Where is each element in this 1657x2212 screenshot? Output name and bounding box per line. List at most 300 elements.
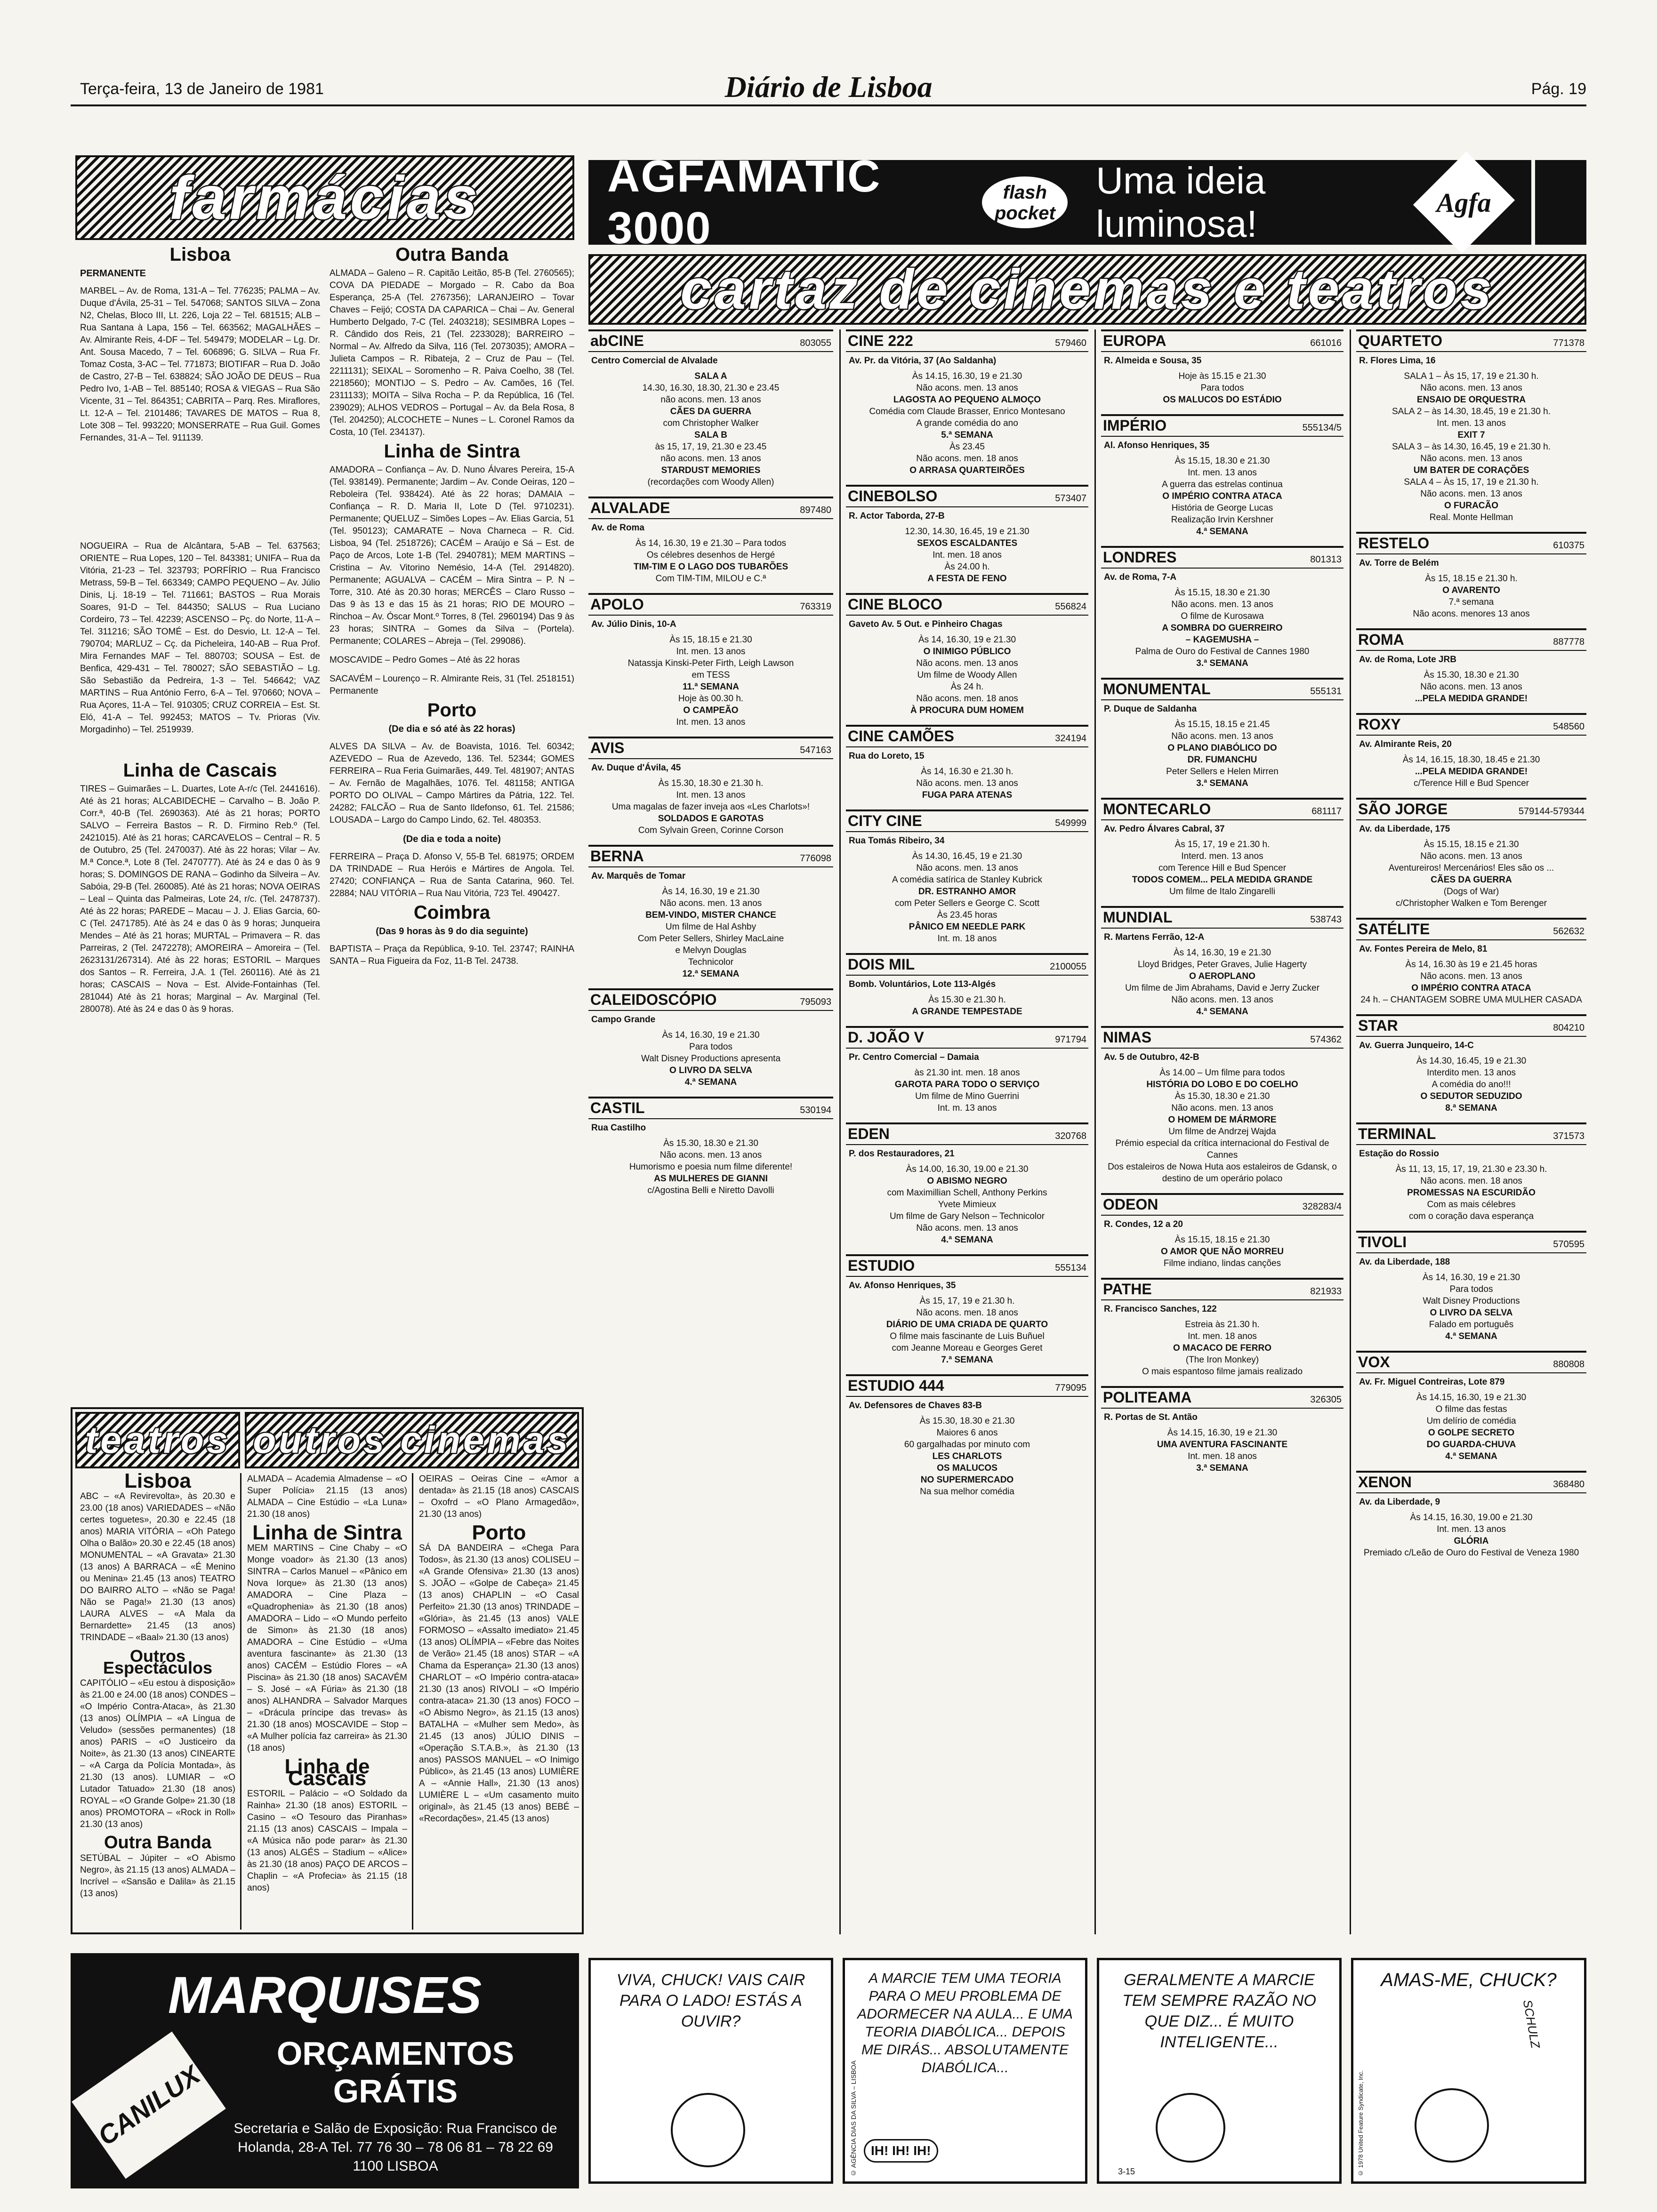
cinema-address: R. Portas de St. Antão (1104, 1412, 1198, 1422)
cinema-name: TIVOLI (1358, 1234, 1407, 1250)
cinema-listing (846, 725, 1088, 806)
showtime-line: Com as mais célebres (1427, 1200, 1516, 1210)
cinema-header (588, 498, 833, 519)
cinema-name: EDEN (848, 1125, 890, 1142)
showtime-line: Premiado c/Leão de Ouro do Festival de Veneza 1980 (1363, 1548, 1579, 1558)
cinema-phone: 795093 (800, 997, 831, 1007)
showtime-line: (recordações com Woody Allen) (647, 477, 774, 487)
showtime-line: – KAGEMUSHA – (1185, 635, 1259, 645)
agfa-product-name: AGFAMATIC 3000 (607, 151, 881, 253)
cinema-phone: 803055 (800, 338, 831, 348)
showtime-line: Não acons. men. 13 anos (916, 658, 1018, 668)
cinema-header (1356, 331, 1586, 352)
cinema-name: SÃO JORGE (1358, 801, 1448, 817)
coimbra-heading: Coimbra (413, 902, 491, 923)
cinema-details (1356, 1253, 1586, 1347)
cinema-header (846, 811, 1088, 832)
cinema-header (1101, 680, 1343, 700)
cinema-listing (1101, 1193, 1343, 1274)
cinema-details (588, 352, 833, 493)
showtime-line: Peter Sellers e Helen Mirren (1166, 767, 1279, 777)
cinema-address: Gaveto Av. 5 Out. e Pinheiro Chagas (849, 619, 1003, 629)
cinema-header (588, 595, 833, 616)
cinema-phone: 771378 (1553, 338, 1585, 348)
cinema-name: ESTUDIO (848, 1257, 915, 1274)
showtime-line: EXIT 7 (1457, 430, 1485, 440)
cinema-phone: 681117 (1311, 806, 1342, 817)
cinema-phone: 555134 (1055, 1263, 1086, 1273)
showtime-line: DIÁRIO DE UMA CRIADA DE QUARTO (886, 1320, 1048, 1330)
cinema-address: Av. da Liberdade, 9 (1359, 1497, 1440, 1507)
cinema-column-1 (588, 329, 833, 1934)
cinema-address: Av. de Roma, 7-A (1104, 572, 1177, 582)
cinema-address: R. Actor Taborda, 27-B (849, 511, 945, 521)
showtime-line: 14.30, 16.30, 18.30, 21.30 e 23.45 (642, 383, 780, 393)
showtime-line: com Christopher Walker (663, 418, 759, 428)
showtime-line: NO SUPERMERCADO (920, 1475, 1014, 1485)
cinema-header (1356, 1233, 1586, 1253)
cinema-details (846, 1277, 1088, 1370)
showtime-line: Não acons. men. 13 anos (916, 863, 1018, 873)
cinema-name: PATHE (1103, 1281, 1152, 1298)
teatros-banner: teatros (75, 1412, 240, 1468)
cinema-details (1101, 929, 1343, 1022)
showtime-line: Às 15, 18.15 e 21.30 (669, 635, 752, 645)
cinema-phone: 548560 (1553, 721, 1585, 732)
showtime-line: O INIMIGO PÚBLICO (923, 647, 1011, 657)
cinema-listing (1101, 329, 1343, 410)
cinema-listing (1101, 1278, 1343, 1382)
showtime-line: Humorismo e poesia num filme diferente! (629, 1162, 793, 1172)
cinema-details (588, 759, 833, 841)
showtime-line: Natassja Kinski-Peter Firth, Leigh Lawson (627, 658, 794, 668)
cinema-address: Bomb. Voluntários, Lote 113-Algés (849, 979, 996, 989)
showtime-line: Int. men. 13 anos (676, 647, 746, 657)
showtime-line: Para todos (1200, 383, 1244, 393)
showtime-line: BEM-VINDO, MISTER CHANCE (645, 910, 776, 920)
showtime-line: Às 15.15, 18.30 e 21.30 (1174, 588, 1270, 598)
showtime-line: Interdito men. 13 anos (1426, 1068, 1516, 1078)
lisboa-list-2: NOGUEIRA – Rua de Alcântara, 5-AB – Tel. 637563; ORIENTE – Rua Lopes, 120 – Tel. 843381; UNIFA – Rua da Vitória, 21-23 – Tel. 323793; PORFÍRIO – Rua Francisco Metrass, 59-B – Tel. 663349; CAMPO PEQUENO – Av. Júlio Dinis, Lj. 18-19 – Tel. 711661; BASTOS – Rua Morais Soares, 91-D – Tel. 844350; SALUS – Rua Luciano Cordeiro, 73 – Tel. 42239; ASCENSO – Pç. do Norte, 11-A – Tel. 311216; SÃO TOMÉ – Est. do Desvio, Lt. 12-A – Tel. 790704; MARLUZ – Cç. da Picheleira, 140-AB – Rua Prof. Mira Fernandes MAF – Tel. 880703; SOUSA – Est. de Benfica, 429-431 – Tel. 780027; SÃO SEBASTIÃO – Lg. São Sebastião da Pedreira, 1-3 – Tel. 546642; VAZ MARTINS – Rua António Ferro, 6-A – Tel. 970660; NOVA – Rua Açores, 11-A – Tel. 910305; CRUZ CORREIA – Est. St. Eló, 41-A – Tel. 992453; MATOS – Tv. Prioras (Viv. Morgadinho) – Tel. 2519939. (80, 541, 320, 735)
showtime-line: DR. FUMANCHU (1187, 755, 1257, 765)
showtime-line: DO GUARDA-CHUVA (1426, 1440, 1516, 1450)
cinema-details (1356, 940, 1586, 1010)
almada-list: ALMADA – Academia Almadense – «O Super Polícia» 21.15 (13 anos) ALMADA – Cine Estúdio – «La Luna» 21.30 (18 anos) (247, 1474, 407, 1519)
cinema-listing (1356, 918, 1586, 1010)
showtime-line: com Terence Hill e Bud Spencer (1158, 863, 1287, 873)
cinema-phone: 320768 (1055, 1131, 1086, 1141)
showtime-line: Uma magalas de fazer inveja aos «Les Charlots»! (611, 802, 810, 812)
cinema-address: Av. Afonso Henriques, 35 (849, 1281, 956, 1290)
showtime-line: Às 11, 13, 15, 17, 19, 21.30 e 23.30 h. (1395, 1164, 1547, 1174)
showtime-line: Às 23.45 horas (937, 910, 997, 920)
showtime-line: Não acons. men. 13 anos (916, 1223, 1018, 1233)
schulz-signature: SCHULZ (1520, 1998, 1543, 2050)
cinema-phone: 763319 (800, 601, 831, 612)
agfa-slogan: Uma ideia luminosa! (1096, 160, 1266, 245)
outros-sintra-list: MEM MARTINS – Cine Chaby – «O Monge voador» às 21.30 (13 anos) SINTRA – Carlos Manuel – «Pânico em Nova Iorque» às 21.30 (13 anos) AMADORA – Cine Plaza – «Quadrophenia» às 21.30 (18 anos) AMADORA – Lido – «O Mundo perfeito de Simon» às 21.30 (18 anos) AMADORA – Cine Estúdio – «Uma aventura fascinante» às 21.30 (13 anos) CACÉM – Estúdio Flores – «A Piscina» às 21.30 (18 anos) SACAVÉM – S. José – «A Fúria» às 21.30 (18 anos) ALHANDRA – Salvador Marques – «Drácula príncipe das trevas» às 21.30 (18 anos) MOSCAVIDE – Stop – «A Mulher polícia faz carreira» às 21.30 (18 anos) (247, 1543, 407, 1753)
showtime-line: Prémio especial da crítica internacional do Festival de Cannes (1115, 1138, 1329, 1160)
showtime-line: SALA 4 – Às 15, 17, 19 e 21.30 h. (1404, 477, 1539, 487)
cinema-name: RESTELO (1358, 535, 1430, 552)
cinema-name: ODEON (1103, 1196, 1158, 1213)
cinema-phone: 368480 (1553, 1479, 1585, 1490)
showtime-line: Não acons. men. 13 anos (1171, 731, 1273, 741)
showtime-line: SALA B (694, 430, 728, 440)
outros-cinemas-column-2 (419, 1473, 579, 1930)
cinema-header (1101, 1195, 1343, 1216)
showtime-line: CÃES DA GUERRA (1431, 875, 1512, 885)
cinema-address: Estação do Rossio (1359, 1149, 1439, 1159)
showtime-line: Às 14.00, 16.30, 19.00 e 21.30 (906, 1164, 1029, 1174)
showtime-line: Dos estaleiros de Nowa Huta aos estaleiros de Gdansk, o destino de um operário polaco (1108, 1162, 1337, 1184)
cinema-details (588, 867, 833, 985)
showtime-line: 3.ª SEMANA (1196, 658, 1248, 668)
showtime-line: A SOMBRA DO GUERREIRO (1162, 623, 1283, 633)
showtime-line: Int. men. 13 anos (1437, 418, 1506, 428)
showtime-line: Às 15.30, 18.30 e 21.30 (1174, 1091, 1270, 1101)
cinema-name: POLITEAMA (1103, 1389, 1192, 1406)
showtime-line: SOLDADOS E GAROTAS (658, 814, 764, 824)
cinema-listing (1356, 329, 1586, 528)
showtime-line: em TESS (692, 670, 730, 680)
cinema-column-4 (1356, 329, 1586, 1934)
showtime-line: Não acons. men. 13 anos (1420, 489, 1522, 499)
cinema-address: Av. Defensores de Chaves 83-B (849, 1401, 982, 1411)
cinema-address: Av. Júlio Dinis, 10-A (591, 619, 676, 629)
cinema-listing (1101, 414, 1343, 542)
showtime-line: Às 14.15, 16.30, 19 e 21.30 (912, 371, 1022, 381)
cinema-address: Av. Almirante Reis, 20 (1359, 739, 1452, 749)
showtime-line: Para todos (689, 1042, 732, 1052)
porto-list-2: FERREIRA – Praça D. Afonso V, 55-B Tel. 681975; ORDEM DA TRINDADE – Rua Heróis e Mártires de Angola. Tel. 27420; CONFIANÇA – Rua de Santa Catarina, 960. Tel. 22884; NAU VITÓRIA – Rua Nau Vitória, 723 Tel. 490427. (330, 852, 574, 898)
showtime-line: Às 14, 16.30, 19 e 21.30 (1173, 948, 1271, 958)
showtime-line: Na sua melhor comédia (920, 1487, 1014, 1497)
outros-porto-list: SÁ DA BANDEIRA – «Chega Para Todos», às 21.30 (13 anos) COLISEU – «A Grande Ofensiva» 21.30 (13 anos) S. JOÃO – «Golpe de Cabeça» 21.45 (13 anos) CHAPLIN – «O Casal Perfeito» 21.30 (13 anos) TRINDADE – «Glória», às 21.45 (13 anos) VALE FORMOSO – «Assalto imediato» 21.45 (13 anos) OLÍMPIA – «Febre das Noites de Verão» 21.45 (18 anos) STAR – «A Chama da Esperança» 21.30 (13 anos) CHARLOT – «O Império contra-ataca» 21.30 (13 anos) RIVOLI – «O Império contra-ataca» 21.30 (13 anos) FOCO – «O Abismo Negro», às 21.15 (13 anos) BATALHA – «Mulher sem Medo», às 21.45 (13 anos) JÚLIO DINIS – «Operação S.T.A.B.», às 21.30 (13 anos) PASSOS MANUEL – «O Inimigo Público», às 21.45 (13 anos) LUMIÈRE A – «Annie Hall», 21.30 (13 anos) LUMIÈRE L – «Um casamento muito original», às 21.45 (13 anos) BEBÉ – «Recordações», 21.45 (13 anos) (419, 1543, 579, 1824)
showtime-line: 7.ª semana (1448, 597, 1494, 607)
outros-espectaculos-list: CAPITÓLIO – «Eu estou à disposição» às 21.00 e 24.00 (18 anos) CONDES – «O Império Contra-Ataca», às 21.30 (13 anos) OLÍMPIA – «A Língua de Veludo» (sessões permanentes) (18 anos) PARIS – «O Justiceiro da Noite», às 21.30 (13 anos) CINEARTE – «A Carga da Polícia Montada», às 21.30 (13 anos). LUMIAR – «O Lutador Tatuado» 21.30 (18 anos) ROYAL – «O Grande Golpe» 21.30 (18 anos) PROMOTORA – «Rock in Roll» 21.30 (13 anos) (80, 1678, 235, 1829)
column-divider (1094, 329, 1096, 1934)
outros-cinemas-banner: outros cinemas (245, 1412, 579, 1468)
cinema-name: ESTUDIO 444 (848, 1377, 944, 1394)
showtime-line: A GRANDE TEMPESTADE (912, 1007, 1022, 1017)
showtime-line: Não acons. men. 13 anos (1171, 1103, 1273, 1113)
cinema-address: Av. Fr. Miguel Contreiras, Lote 879 (1359, 1377, 1505, 1387)
comic-date: 3-15 (1118, 2167, 1135, 2176)
cinema-name: MUNDIAL (1103, 909, 1173, 926)
sintra-heading: Linha de Sintra (384, 441, 520, 462)
cinema-header (588, 1098, 833, 1119)
sintra-list: AMADORA – Confiança – Av. D. Nuno Álvares Pereira, 15-A (Tel. 938149). Permanente; Jardim – Av. Conde Oeiras, 120 – Reboleira (Tel. 938424). Até às 22 horas; DAMAIA – Confiança – R. D. Maria II, Lote D (Tel. 9710231). Permanente; QUELUZ – Simões Lopes – Av. Elias Garcia, 51 (Tel. 950123); CAMARATE – Nova Charneca – R. Cid. Lisboa, 94 (Tel. 2518726); CACÉM – Araújo e Sá – Est. de Paço de Arcos, Lote 1-B (Tel. 2940781); MEM MARTINS – Cristina – Av. Vitorino Nemésio, 14-A (Tel. 2914820). Permanente; AGUALVA – CACÉM – Mira Sintra – P. N – Torre, 310. Até às 20.30 horas; MERCÊS – Claro Russo – Das 9 às 13 e das 15 às 21 horas; RIO DE MOURO – Rinchoa – Av. Óscar Mont.º Torres, 8 (Tel. 2960194) Das 9 às 23 horas; SINTRA – Gomes da Silva – (Portela). Permanente; COLARES – Abreja – (Tel. 299086). (330, 465, 574, 646)
teatros-outra-banda-heading: Outra Banda (104, 1833, 212, 1852)
cinema-name: APOLO (590, 596, 644, 613)
cinema-listing (1101, 678, 1343, 794)
showtime-line: 4.ª SEMANA (1445, 1331, 1497, 1341)
showtime-line: ENSAIO DE ORQUESTRA (1416, 395, 1526, 405)
cinema-header (1101, 1388, 1343, 1409)
cinema-listing (846, 809, 1088, 949)
cinema-name: ALVALADE (590, 499, 670, 516)
cinema-header (1356, 715, 1586, 736)
cinema-listing (588, 329, 833, 493)
showtime-line: Int. men. 13 anos (1188, 468, 1257, 478)
showtime-line: Às 15.30, 18.30 e 21.30 (1424, 670, 1519, 680)
cinema-listing (846, 485, 1088, 589)
cinema-listing (1356, 1471, 1586, 1563)
moscavide-entry: MOSCAVIDE – Pedro Gomes – Até às 22 horas (330, 655, 520, 665)
showtime-line: Um filme de Italo Zingarelli (1169, 887, 1275, 897)
cinema-phone: 610375 (1553, 540, 1585, 551)
cinema-address: Av. da Liberdade, 175 (1359, 824, 1450, 834)
outros-cinemas-column-1 (247, 1473, 407, 1930)
cascais-list: TIRES – Guimarães – L. Duartes, Lote A-r/c (Tel. 2441616). Até às 21 horas; ALCABIDECHE – Carvalho – B. João P. Corr.ª, 40-B (Tel. 2690363). Até às 21 horas; PORTO SALVO – Ferreira Bastos – R. D. Firmino Reb.º (Tel. 2421015). Até às 21 horas; CARCAVELOS – Central – R. 5 de Outubro, 25 (Tel. 2470037). Até às 22 horas; Vilar – Av. M.ª Conce.ª, Lote 8 (Tel. 2470777). Até às 24 e das 0 às 9 horas; S. DOMINGOS DE RANA – Godinho da Silveira – Av. Sabóia, 29-B (Tel. 260085). Até às 21 horas; NOVA OEIRAS – Leal – Quinta das Palmeiras, Lote 24, r/c. (Tel. 2478737). Até às 22 horas; PAREDE – Macau – J. J. Elias Garcia, 60-C (Tel. 2471785). Até às 24 e das 0 às 9 horas; Junqueira Mendes – Até às 21 horas; MURTAL – Primavera – R. das Parreiras, 2 (Tel. 2472278); AMOREIRA – Amoreira – (Tel. 2623131/267314). Até às 22 horas; ESTORIL – Marques dos Santos – R. Ferreira, J.A. 1 (Tel. 260116). Até às 21 horas; CASCAIS – Nova – Est. Alvide-Fontainhas (Tel. 281044) Até às 21 horas; Marginal – Av. Marginal (Tel. 280078). Até às 24 e das 0 às 9 horas. (80, 784, 320, 1014)
cinema-listing (846, 1122, 1088, 1250)
cinema-details (1356, 1037, 1586, 1119)
cinema-address: Av. Marquês de Tomar (591, 871, 686, 881)
cinema-name: XENON (1358, 1474, 1412, 1491)
showtime-line: Walt Disney Productions (1423, 1296, 1520, 1306)
farmacias-banner: farmácias (75, 155, 574, 240)
cinema-name: TERMINAL (1358, 1125, 1436, 1142)
showtime-line: Int. men. 18 anos (1188, 1331, 1257, 1341)
showtime-line: GAROTA PARA TODO O SERVIÇO (894, 1080, 1040, 1090)
showtime-line: DR. ESTRANHO AMOR (918, 887, 1016, 897)
showtime-line: Não acons. men. 13 anos (1420, 383, 1522, 393)
showtime-line: SEXOS ESCALDANTES (917, 538, 1018, 548)
showtime-line: Um filme de Jim Abrahams, David e Jerry Zucker (1125, 983, 1319, 993)
cinema-header (1101, 908, 1343, 929)
showtime-line: O filme de Kurosawa (1181, 611, 1264, 621)
cinema-header (1356, 534, 1586, 554)
cinema-header (1101, 548, 1343, 569)
lisboa-heading: Lisboa (169, 245, 231, 265)
showtime-line: ...PELA MEDIDA GRANDE! (1415, 767, 1528, 777)
porto-list-1: ALVES DA SILVA – Av. de Boavista, 1016. Tel. 60342; AZEVEDO – Rua de Azevedo, 136. Tel. 52344; GOMES FERREIRA – Rua Feria Guimarães, 449. Tel. 481907; ANTAS – Av. Fernão de Magalhães, 1076. Tel. 481158; ANTIGA PORTO DO OLIVAL – Campo Mártires da Pátria, 122. Tel. 24282; FALCÃO – Rua de Santo Ildefonso, 61. Tel. 21586; LOUSADA – Largo do Campo Lindo, 62. Tel. 480353. (330, 742, 574, 825)
showtime-line: 12.ª SEMANA (682, 969, 740, 979)
column-divider (240, 1473, 241, 1930)
lisboa-list-1: MARBEL – Av. de Roma, 131-A – Tel. 776235; PALMA – Av. Duque d'Ávila, 25-31 – Tel. 547068; SANTOS SILVA – Zona N2, Chelas, Bloco III, Lt. 226, Loja 22 – Tel. 681515; ALB – Rua Santana à Lapa, 156 – Tel. 663562; MAGALHÃES – Av. Almirante Reis, 4-DF – Tel. 549479; MODELAR – Lg. Dr. Ant. Sousa Macedo, 7 – Tel. 606896; G. SILVA – Rua Fr. Tomaz Costa, 3-AC – Tel. 771873; BIOTIFAR – Rua D. João de Castro, 27-B – Tel. 638824; SÃO JOÃO DE DEUS – Rua Pedro Ivo, 1-AB – Tel. 885140; ROSA & VIEGAS – Rua São Vicente, 31 – Tel. 864351; CABRITA – Parq. Res. Miraflores, Lt. 12-A – Tel. 2101486; TAVARES DE MATOS – Rua 8, Lote 308 – Tel. 993220; MONSERRATE – Rua Guil. Gomes Fernandes, 31-A – Tel. 911139. (80, 286, 320, 443)
cinema-phone: 371573 (1553, 1131, 1585, 1141)
showtime-line: Não acons. men. 13 anos (660, 1150, 762, 1160)
cinema-header (846, 955, 1088, 976)
cinema-address: Av. Guerra Junqueiro, 14-C (1359, 1041, 1474, 1050)
showtime-line: O mais espantoso filme jamais realizado (1142, 1367, 1303, 1377)
showtime-line: A FESTA DE FENO (927, 574, 1007, 584)
showtime-line: Às 15.30, 18.30 e 21.30 (663, 1138, 758, 1148)
cinema-address: R. Flores Lima, 16 (1359, 356, 1436, 366)
showtime-line: Não acons. menores 13 anos (1413, 609, 1530, 619)
showtime-line: Comédia com Claude Brasser, Enrico Montesano (869, 407, 1065, 417)
cinema-details (1356, 820, 1586, 914)
cinema-phone: 570595 (1553, 1239, 1585, 1250)
cinema-header (846, 1376, 1088, 1397)
showtime-line: Um filme de Andrzej Wajda (1168, 1127, 1276, 1137)
showtime-line: com Peter Sellers e George C. Scott (894, 898, 1040, 908)
showtime-line: AS MULHERES DE GIANNI (654, 1174, 768, 1184)
comic-bubble-1: VIVA, CHUCK! VAIS CAIR PARA O LADO! ESTÁS A OUVIR? (616, 1971, 805, 2030)
cinema-header (846, 1256, 1088, 1277)
cinema-phone: 555131 (1310, 686, 1342, 697)
cinema-details (1356, 1145, 1586, 1227)
showtime-line: Às 14, 16.30, 19 e 21.30 (662, 1030, 760, 1040)
cinema-listing (1356, 1122, 1586, 1227)
cinema-name: CINE BLOCO (848, 596, 942, 613)
cinema-header (846, 727, 1088, 747)
cinema-address: Av. da Liberdade, 188 (1359, 1257, 1450, 1267)
cinema-address: Av. Torre de Belém (1359, 558, 1439, 568)
cinema-details (1101, 569, 1343, 674)
cinema-address: R. Condes, 12 a 20 (1104, 1219, 1183, 1229)
showtime-line: Às 15, 17, 19 e 21.30 h. (919, 1296, 1015, 1306)
showtime-line: (The Iron Monkey) (1185, 1355, 1259, 1365)
cinema-listing (1356, 713, 1586, 794)
showtime-line: Às 24.00 h. (944, 562, 990, 572)
cinema-listing (846, 1254, 1088, 1370)
showtime-line: O ARRASA QUARTEIRÕES (909, 465, 1025, 475)
porto-note-1: (De dia e só até às 22 horas) (388, 724, 515, 734)
cinema-details (1356, 1373, 1586, 1467)
showtime-line: Às 15.15, 18.15 e 21.45 (1174, 720, 1270, 729)
cinema-listing (846, 1026, 1088, 1119)
cinema-header (1356, 1353, 1586, 1373)
cinema-header (1101, 331, 1343, 352)
showtime-line: Às 14.30, 16.45, 19 e 21.30 (1416, 1056, 1527, 1066)
cinema-phone: 538743 (1310, 914, 1342, 925)
agfa-advertisement (588, 151, 1586, 253)
showtime-line: PÂNICO EM NEEDLE PARK (909, 922, 1026, 932)
showtime-line: 4.ª SEMANA (1196, 1007, 1248, 1017)
showtime-line: c/Agostina Belli e Niretto Davolli (647, 1186, 774, 1195)
showtime-line: A guerra das estrelas continua (1162, 480, 1283, 489)
cinema-header (846, 331, 1088, 352)
showtime-line: O filme das festas (1435, 1404, 1507, 1414)
cinema-name: STAR (1358, 1017, 1398, 1034)
showtime-line: com Jeanne Moreau e Georges Geret (892, 1343, 1043, 1353)
showtime-line: Às 14.15, 16.30, 19 e 21.30 (1416, 1393, 1527, 1403)
page-number: Pág. 19 (1531, 80, 1586, 98)
newspaper-masthead: Diário de Lisboa (724, 70, 933, 104)
showtime-line: À PROCURA DUM HOMEM (910, 705, 1024, 715)
showtime-line: Os célebres desenhos de Hergé (646, 550, 775, 560)
showtime-line: LES CHARLOTS (932, 1451, 1002, 1461)
comic-bubble-2: A MARCIE TEM UMA TEORIA PARA O MEU PROBLEMA DE ADORMECER NA AULA... E UMA TEORIA DIABÓLICA... DEPOIS ME DIRÁS... ABSOLUTAMENTE DIABÓLICA... (857, 1971, 1073, 2076)
showtime-line: Filme indiano, lindas canções (1163, 1258, 1281, 1268)
showtime-line: Às 15, 17, 19 e 21.30 h. (1174, 840, 1270, 850)
cinema-listing (588, 845, 833, 985)
cinema-listing (1101, 1026, 1343, 1189)
showtime-line: Interd. men. 13 anos (1181, 851, 1263, 861)
showtime-line: Hoje às 15.15 e 21.30 (1178, 371, 1266, 381)
cinema-header (1101, 1028, 1343, 1049)
showtime-line: Aventureiros! Mercenários! Eles são os ... (1388, 863, 1554, 873)
cinema-phone: 579460 (1055, 338, 1086, 348)
cinema-header (846, 1028, 1088, 1049)
cinema-address: Av. de Roma, Lote JRB (1359, 655, 1456, 665)
teatros-lisboa-list: ABC – «A Revirevolta», às 20.30 e 23.00 (18 anos) VARIEDADES – «Não certes toguetes», 20.30 e 22.45 (18 anos) MARIA VITÓRIA – «Oh Patego Olha o Balão» 20.30 e 22.45 (18 anos) MONUMENTAL – «A Gravata» 21.30 (13 anos) A BARRACA – «É Menino ou Menina» 21.45 (13 anos) TEATRO DO BAIRRO ALTO – «Não se Paga! Não se Paga!» 21.30 (13 anos) LAURA ALVES – «A Mala da Bernardette» 21.45 (13 anos) TRINDADE – «Baal» 21.30 (13 anos) (80, 1491, 235, 1643)
showtime-line: UMA AVENTURA FASCINANTE (1157, 1440, 1288, 1450)
column-divider (412, 1473, 413, 1930)
cinema-details (1101, 437, 1343, 542)
marquises-address: Secretaria e Salão de Exposição: Rua Francisco de Holanda, 28-A Tel. 77 76 30 – 78 06 81 – 78 22 69 1100 LISBOA (233, 2121, 557, 2174)
cinema-details (1101, 700, 1343, 794)
cinema-address: P. dos Restauradores, 21 (849, 1149, 955, 1159)
porto-note-2: (De dia e toda a noite) (403, 834, 501, 844)
showtime-line: STARDUST MEMORIES (661, 465, 761, 475)
outros-espectaculos-heading: Outros Espectáculos (103, 1646, 213, 1677)
outros-sintra-heading: Linha de Sintra (252, 1521, 402, 1544)
comic-credit-agency: © AGÊNCIA DIAS DA SILVA – LISBOA (850, 2060, 857, 2177)
cinema-details (846, 352, 1088, 481)
comic-laugh-bubble: IH! IH! IH! (864, 2139, 938, 2163)
showtime-line: SALA 1 – Às 15, 17, 19 e 21.30 h. (1404, 371, 1539, 381)
showtime-line: 4.ª SEMANA (684, 1077, 737, 1087)
cinema-listing (588, 497, 833, 589)
showtime-line: Estreia às 21.30 h. (1185, 1320, 1260, 1330)
cinema-details (846, 832, 1088, 949)
showtime-line: Com Peter Sellers, Shirley MacLaine (637, 934, 784, 944)
teatros-lisboa-heading: Lisboa (124, 1473, 191, 1492)
cinema-phone: 880808 (1553, 1359, 1585, 1370)
showtime-line: Um filme de Woody Allen (917, 670, 1017, 680)
showtime-line: (Dogs of War) (1443, 887, 1499, 897)
showtime-line: 60 gargalhadas por minuto com (904, 1440, 1030, 1450)
column-divider (839, 329, 841, 1934)
showtime-line: Às 14, 16.30, 19 e 21.30 (918, 635, 1016, 645)
cinema-address: Pr. Centro Comercial – Damaia (849, 1052, 979, 1062)
showtime-line: SALA A (694, 371, 727, 381)
cinema-listing (1356, 1351, 1586, 1467)
peppermint-patty-icon (1415, 2088, 1489, 2163)
outra-banda-list: ALMADA – Galeno – R. Capitão Leitão, 85-B (Tel. 2760565); COVA DA PIEDADE – Morgado – R. Cabo da Boa Esperança, 25-A (Tel. 2767356); LARANJEIRO – Tovar Chaves – Feijó; COSTA DA CAPARICA – Chai – Av. General Humberto Delgado, 7-C (Tel. 2403218); SESIMBRA Lopes – R. Cândido dos Reis, 21 (Tel. 2233028); BARREIRO – Normal – Av. Alfredo da Silva, 116 (Tel. 2073035); AMORA – Julieta Campos – R. Ribateja, 2 – Cruz de Pau – (Tel. 2211131); SEIXAL – Soromenho – R. Paiva Coelho, 38 (Tel. 2218560); MONTIJO – S. Pedro – Av. Camões, 16 (Tel. 2311133); MOITA – Silva Rocha – P. da República, 16 (Tel. 239029); ALHOS VEDROS – Portugal – Av. da Bela Rosa, 8 (Tel. 204250); ALCOCHETE – Nunes – L. Coronel Ramos da Costa, 10 (Tel. 234137). (330, 268, 574, 437)
cinema-phone: 801313 (1310, 554, 1342, 565)
cinema-address: Rua Tomás Ribeiro, 34 (849, 836, 945, 846)
cinema-details (846, 507, 1088, 589)
showtime-line: Às 24 h. (950, 682, 984, 692)
cinema-header (846, 595, 1088, 616)
showtime-line: 12.30, 14.30, 16.45, 19 e 21.30 (905, 527, 1030, 537)
sacavem-entry: SACAVÉM – Lourenço – R. Almirante Reis, 31 (Tel. 2518151) Permanente (330, 674, 574, 696)
showtime-line: PROMESSAS NA ESCURIDÃO (1407, 1188, 1536, 1198)
cinema-header (1356, 1016, 1586, 1037)
cinema-address: Av. Pr. da Vitória, 37 (Ao Saldanha) (849, 356, 997, 366)
cinema-name: CASTIL (590, 1099, 645, 1116)
showtime-line: TIM-TIM E O LAGO DOS TUBARÕES (633, 562, 788, 572)
showtime-line: O MACACO DE FERRO (1173, 1343, 1271, 1353)
outros-cascais-list: ESTORIL – Palácio – «O Soldado da Rainha» 21.30 (18 anos) ESTORIL – Casino – «O Tesouro das Piranhas» 21.15 (13 anos) CASCAIS – Impala – «A Música não pode parar» às 21.30 (13 anos) ALGÉS – Stadium – «Alice» às 21.30 (18 anos) PAÇO DE ARCOS – Chaplin – «A Profecia» às 21.15 (18 anos) (247, 1789, 407, 1893)
coimbra-list: BAPTISTA – Praça da República, 9-10. Tel. 23747; RAINHA SANTA – Rua Figueira da Foz, 11-B Tel. 24738. (330, 944, 574, 966)
oeiras-list: OEIRAS – Oeiras Cine – «Amor a dentada» às 21.15 (18 anos) CASCAIS – Oxofrd – «O Plano Armagedão», 21.30 (13 anos) (419, 1474, 579, 1519)
comic-panel-3 (1097, 1958, 1342, 2184)
showtime-line: 24 h. – CHANTAGEM SOBRE UMA MULHER CASADA (1360, 995, 1582, 1005)
cinema-name: ROXY (1358, 716, 1401, 733)
cinema-phone: 804210 (1553, 1023, 1585, 1033)
cinema-address: Rua do Loreto, 15 (849, 751, 925, 761)
showtime-line: Às 15.30, 18.30 e 21.30 h. (658, 778, 764, 788)
cinema-address: Av. Pedro Álvares Cabral, 37 (1104, 824, 1225, 834)
cinema-header (1356, 1473, 1586, 1493)
showtime-line: O ABISMO NEGRO (927, 1176, 1007, 1186)
cinema-phone: 549999 (1055, 818, 1086, 828)
cinema-listing (1356, 532, 1586, 625)
showtime-line: com o coração dava esperança (1408, 1211, 1534, 1221)
cinema-listing (846, 329, 1088, 481)
showtime-line: O AMOR QUE NÃO MORREU (1160, 1247, 1284, 1257)
cinema-listing (1356, 1014, 1586, 1119)
showtime-line: OS MALUCOS (937, 1463, 997, 1473)
cinema-header (1101, 416, 1343, 437)
cinema-name: CITY CINE (848, 812, 922, 829)
outros-porto-heading: Porto (472, 1521, 526, 1544)
